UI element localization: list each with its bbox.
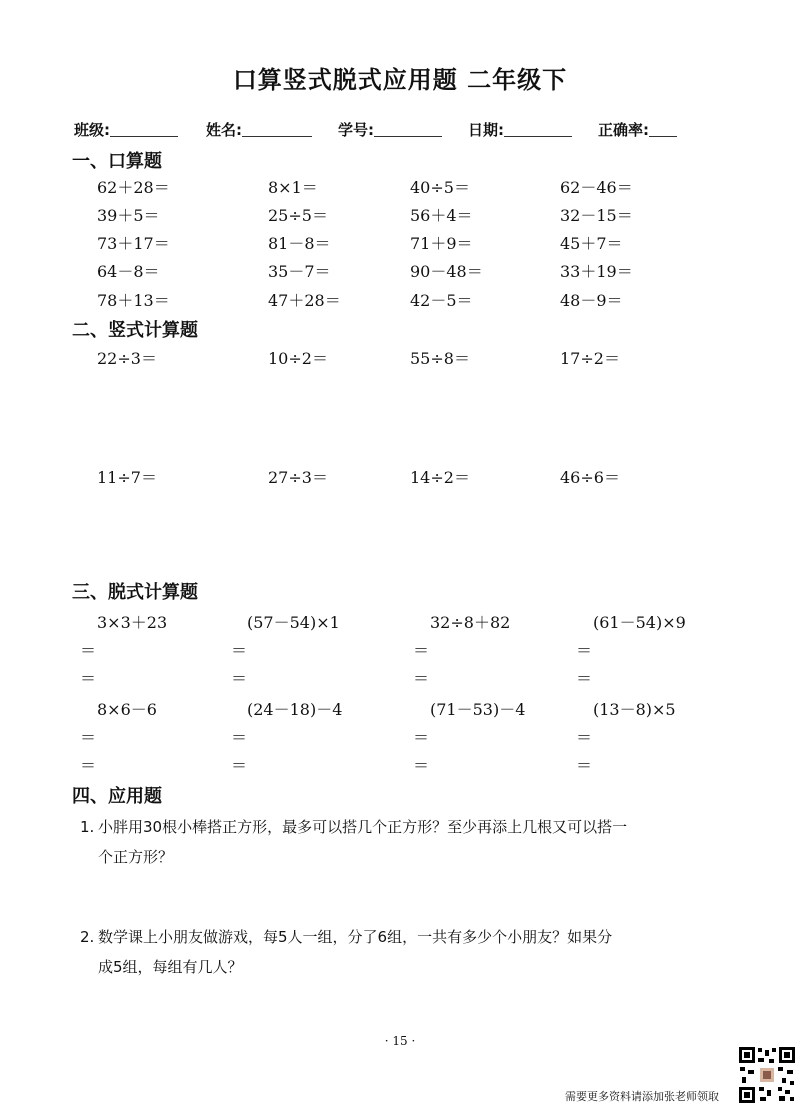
student-id-blank[interactable]: [374, 122, 442, 137]
section-title-stepwise: 三、脱式计算题: [72, 582, 198, 603]
equals-sign: ＝: [231, 728, 248, 747]
mental-question: 81－8＝: [268, 234, 331, 253]
stepwise-question: (24－18)－4: [247, 700, 343, 719]
student-id-label: 学号:: [338, 121, 374, 139]
stepwise-question: 8×6－6: [97, 700, 157, 719]
word-problem-line: 2. 数学课上小朋友做游戏，每5人一组，分了6组，一共有多少个小朋友？如果分: [80, 922, 740, 952]
equals-sign: ＝: [576, 641, 593, 660]
word-problem-line: 成5组，每组有几人？: [98, 958, 243, 976]
vertical-question: 22÷3＝: [97, 349, 157, 368]
mental-question: 39＋5＝: [97, 206, 160, 225]
stepwise-question: (71－53)－4: [430, 700, 526, 719]
class-field[interactable]: [74, 119, 178, 140]
equals-sign: ＝: [413, 641, 430, 660]
word-problem-number: 2.: [80, 928, 95, 946]
vertical-question: 55÷8＝: [410, 349, 470, 368]
class-blank[interactable]: [110, 122, 178, 137]
stepwise-question: (57－54)×1: [247, 613, 340, 632]
equals-sign: ＝: [413, 669, 430, 688]
mental-question: 90－48＝: [410, 262, 483, 281]
date-blank[interactable]: [504, 122, 572, 137]
mental-question: 71＋9＝: [410, 234, 473, 253]
stepwise-question: (13－8)×5: [593, 700, 676, 719]
section-title-word: 四、应用题: [72, 786, 162, 807]
stepwise-question: 32÷8＋82: [430, 613, 511, 632]
equals-sign: ＝: [231, 641, 248, 660]
name-blank[interactable]: [242, 122, 312, 137]
qr-code-icon: [738, 1046, 796, 1104]
vertical-question: 11÷7＝: [97, 468, 157, 487]
section-title-vertical: 二、竖式计算题: [72, 320, 198, 341]
equals-sign: ＝: [413, 756, 430, 775]
word-problem-line: 1. 小胖用30根小棒搭正方形，最多可以搭几个正方形？至少再添上几根又可以搭一: [80, 812, 740, 842]
footer-note: 需要更多资料请添加张老师领取: [565, 1090, 719, 1103]
equals-sign: ＝: [231, 756, 248, 775]
equals-sign: ＝: [80, 728, 97, 747]
word-problem-1: [80, 812, 740, 872]
word-problem-line: 个正方形？: [98, 848, 174, 866]
mental-question: 62－46＝: [560, 178, 633, 197]
equals-sign: ＝: [231, 669, 248, 688]
equals-sign: ＝: [576, 669, 593, 688]
equals-sign: ＝: [576, 728, 593, 747]
mental-question: 62＋28＝: [97, 178, 170, 197]
equals-sign: ＝: [80, 756, 97, 775]
equals-sign: ＝: [80, 641, 97, 660]
mental-question: 40÷5＝: [410, 178, 470, 197]
name-label: 姓名:: [206, 121, 242, 139]
stepwise-question: 3×3＋23: [97, 613, 168, 632]
date-field[interactable]: [468, 119, 572, 140]
accuracy-blank[interactable]: [649, 122, 677, 137]
accuracy-label: 正确率:: [598, 121, 649, 139]
mental-question: 73＋17＝: [97, 234, 170, 253]
equals-sign: ＝: [80, 669, 97, 688]
stepwise-question: (61－54)×9: [593, 613, 686, 632]
mental-question: 64－8＝: [97, 262, 160, 281]
vertical-question: 14÷2＝: [410, 468, 470, 487]
mental-question: 56＋4＝: [410, 206, 473, 225]
mental-question: 8×1＝: [268, 178, 318, 197]
mental-question: 35－7＝: [268, 262, 331, 281]
word-problem-2: [80, 922, 740, 982]
section-title-mental: 一、口算题: [72, 151, 162, 172]
name-field[interactable]: [206, 119, 312, 140]
word-problem-number: 1.: [80, 818, 95, 836]
class-label: 班级:: [74, 121, 110, 139]
vertical-question: 46÷6＝: [560, 468, 620, 487]
equals-sign: ＝: [413, 728, 430, 747]
equals-sign: ＝: [576, 756, 593, 775]
student-id-field[interactable]: [338, 119, 442, 140]
vertical-question: 17÷2＝: [560, 349, 620, 368]
mental-question: 45＋7＝: [560, 234, 623, 253]
page-title: 口算竖式脱式应用题 二年级下: [232, 66, 568, 94]
page-number: · 15 ·: [384, 1034, 416, 1048]
mental-question: 48－9＝: [560, 291, 623, 310]
vertical-question: 27÷3＝: [268, 468, 328, 487]
mental-question: 78＋13＝: [97, 291, 170, 310]
accuracy-field[interactable]: [598, 119, 677, 140]
mental-question: 47＋28＝: [268, 291, 341, 310]
mental-question: 33＋19＝: [560, 262, 633, 281]
date-label: 日期:: [468, 121, 504, 139]
mental-question: 32－15＝: [560, 206, 633, 225]
mental-question: 25÷5＝: [268, 206, 328, 225]
mental-question: 42－5＝: [410, 291, 473, 310]
vertical-question: 10÷2＝: [268, 349, 328, 368]
